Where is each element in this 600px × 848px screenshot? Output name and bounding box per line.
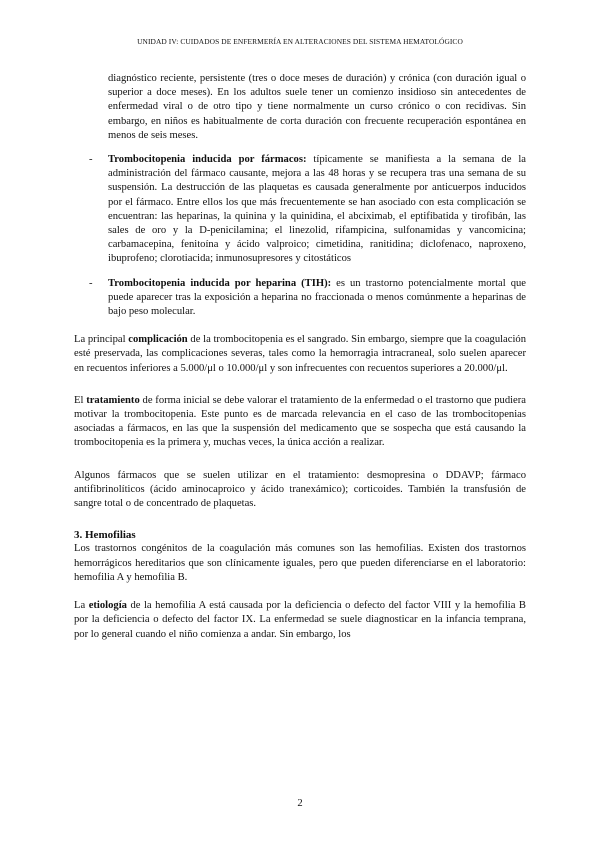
bullet-dash: -	[89, 154, 93, 166]
bullet-heparin-induced	[89, 277, 526, 320]
text-run: de forma inicial se debe valorar el tratamiento de la enfermedad o el trastorno que pudiera motivar la trombocitopenia. Este punto es de marcada relevancia en el caso de las trombocitopenias asociadas a fármacos, en las que la suspensión del medicamento que se sospecha que está causando la trombocitopenia es la primera y, muchas veces, la única acción a realizar.	[74, 394, 526, 449]
text-run: El	[74, 394, 87, 406]
complication-paragraph	[74, 333, 526, 376]
bullet-dash: -	[89, 277, 93, 289]
drugs-paragraph: Algunos fármacos que se suelen utilizar en el tratamiento: desmopresina o DDAVP; fármaco antifibrinolíticos (ácido aminocaproico y ácido tranexámico); corticoides. También la transfusión de sangre total o de concentrado de plaquetas.	[74, 469, 526, 510]
section-heading: 3. Hemofilias	[74, 529, 136, 542]
text-run: La	[74, 600, 89, 612]
bullet-title: Trombocitopenia inducida por fármacos:	[108, 154, 307, 166]
bullet-text: típicamente se manifiesta a la semana de la administración del fármaco causante, mejora a las 48 horas y se recupera tras una semana de su suspensión. La destrucción de las plaquetas es causada generalmente por anticuerpos inducidos por el fármaco. Entre ellos los que más frecuentemente se han asociado con esta complicación se encuentran: las heparinas, la quinina y la quinidina, el abciximab, el eptifibatida y tirofibán, las sales de oro y la D-penicilamina; el linezolid, rifampicina, sulfonamidas y vancomicina; carbamacepina, fenitoína y ácido valproico; cimetidina, ranitidina; diclofenaco, naproxeno, ibuprofeno; clorotiacida; inmunosupresores y citostáticos	[108, 154, 526, 265]
text-run: de la hemofilia A está causada por la deficiencia o defecto del factor VIII y la hemofilia B por la deficiencia o defecto del factor IX. La enfermedad se suele diagnosticar en la infancia temprana, por lo general cuando el niño comienza a andar. Sin embargo, los	[74, 600, 526, 640]
etiology-paragraph	[74, 599, 526, 642]
treatment-paragraph	[74, 394, 526, 451]
bold-term: tratamiento	[86, 394, 140, 406]
bold-term: etiología	[88, 600, 127, 612]
hemophilia-intro-paragraph: Los trastornos congénitos de la coagulación más comunes son las hemofilias. Existen dos trastornos hemorrágicos hereditarios que son clínicamente iguales, pero que pueden diferenciarse en el laboratorio: hemofilia A y hemofilia B.	[74, 543, 526, 583]
bold-term: complicación	[128, 334, 188, 346]
bullet-title: Trombocitopenia inducida por heparina (TIH):	[108, 277, 332, 289]
bullet-text: es un trastorno potencialmente mortal que puede aparecer tras la exposición a heparina no fraccionada o menos comúnmente a heparinas de bajo peso molecular.	[108, 277, 526, 318]
page-number: 2	[297, 798, 303, 809]
bullet-drug-induced	[89, 153, 526, 267]
continuation-paragraph: diagnóstico reciente, persistente (tres o doce meses de duración) y crónica (con duración igual o superior a doce meses). En los adultos suele tener un comienzo insidioso sin antecedentes de enfermedad viral o de otro tipo y tiene normalmente un curso crónico o con recidivas. Sin embargo, en niños es habitualmente de corta duración con frecuente recuperación espontánea en menos de seis meses.	[108, 73, 526, 141]
text-run: La principal	[74, 334, 129, 346]
text-run: de la trombocitopenia es el sangrado. Sin embargo, siempre que la coagulación esté preservada, las complicaciones severas, tales como la hemorragia intracraneal, solo suelen aparecer en recuentos inferiores a 5.000/μl o 10.000/μl y son infrecuentes con recuentos superiores a 20.000/μl.	[74, 334, 527, 374]
document-body	[74, 72, 526, 642]
running-header: UNIDAD IV: CUIDADOS DE ENFERMERÍA EN ALTERACIONES DEL SISTEMA HEMATOLÓGICO	[137, 37, 463, 46]
